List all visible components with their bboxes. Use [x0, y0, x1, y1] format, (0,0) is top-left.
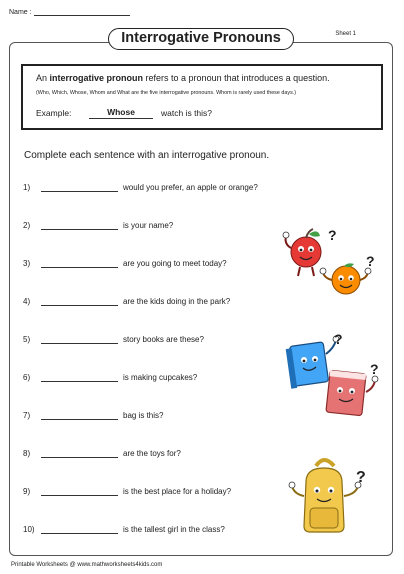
- question-text: is the tallest girl in the class?: [123, 525, 225, 534]
- orange-icon: [320, 263, 371, 294]
- backpack-illustration: [284, 452, 380, 536]
- apple-icon: [283, 229, 321, 276]
- question-number: 9): [23, 487, 31, 496]
- question-number: 1): [23, 183, 31, 192]
- question-number: 3): [23, 259, 31, 268]
- question-number: 6): [23, 373, 31, 382]
- example-label: Example:: [36, 108, 72, 118]
- question-mark-icon: [366, 253, 375, 269]
- definition-term: interrogative pronoun: [49, 73, 144, 83]
- svg-text:?: ?: [366, 253, 375, 269]
- answer-blank[interactable]: [41, 267, 118, 268]
- instructions: Complete each sentence with an interrogative pronoun.: [24, 150, 270, 161]
- question-number: 7): [23, 411, 31, 420]
- question-text: is making cupcakes?: [123, 373, 198, 382]
- question-text: is the best place for a holiday?: [123, 487, 232, 496]
- page-title: Interrogative Pronouns: [108, 28, 294, 50]
- question-text: would you prefer, an apple or orange?: [123, 183, 258, 192]
- answer-blank[interactable]: [41, 495, 118, 496]
- question-text: are the kids doing in the park?: [123, 297, 231, 306]
- question-text: is your name?: [123, 221, 174, 230]
- svg-text:?: ?: [370, 361, 379, 377]
- backpack-icon: [289, 460, 361, 532]
- definition-box: [21, 64, 383, 130]
- question-number: 2): [23, 221, 31, 230]
- question-mark-icon: [370, 361, 379, 377]
- question-mark-icon: [328, 227, 337, 243]
- book-icon: [326, 370, 378, 416]
- question-text: are you going to meet today?: [123, 259, 227, 268]
- question-number: 5): [23, 335, 31, 344]
- definition-prefix: An: [36, 73, 50, 83]
- question-text: bag is this?: [123, 411, 164, 420]
- sheet-label: Sheet 1: [335, 31, 356, 37]
- answer-blank[interactable]: [41, 381, 118, 382]
- definition-suffix: refers to a pronoun that introduces a question.: [143, 73, 330, 83]
- books-illustration: [278, 330, 388, 426]
- answer-blank[interactable]: [41, 419, 118, 420]
- question-number: 4): [23, 297, 31, 306]
- svg-text:?: ?: [334, 331, 343, 347]
- answer-blank[interactable]: [41, 191, 118, 192]
- question-number: 8): [23, 449, 31, 458]
- svg-text:?: ?: [328, 227, 337, 243]
- name-field-line[interactable]: [34, 15, 130, 16]
- example-sentence: watch is this?: [161, 108, 213, 118]
- footer-site-link[interactable]: www.mathworksheets4kids.com: [77, 562, 163, 568]
- example-answer: Whose: [89, 107, 153, 119]
- name-label: Name :: [9, 9, 32, 16]
- footer-prefix: Printable Worksheets @: [11, 562, 78, 568]
- question-mark-icon: [356, 469, 366, 486]
- definition-note: (Who, Which, Whose, Whom and What are the five interrogative pronouns. Whom is rarely used these days.): [36, 90, 297, 96]
- answer-blank[interactable]: [41, 343, 118, 344]
- answer-blank[interactable]: [41, 533, 118, 534]
- question-mark-icon: [334, 331, 343, 347]
- fruit-illustration: [278, 222, 388, 304]
- answer-blank[interactable]: [41, 229, 118, 230]
- question-text: story books are these?: [123, 335, 204, 344]
- svg-text:?: ?: [356, 469, 366, 486]
- question-text: are the toys for?: [123, 449, 181, 458]
- answer-blank[interactable]: [41, 305, 118, 306]
- answer-blank[interactable]: [41, 457, 118, 458]
- definition-text: [36, 73, 330, 83]
- question-number: 10): [23, 525, 35, 534]
- footer: [11, 562, 162, 568]
